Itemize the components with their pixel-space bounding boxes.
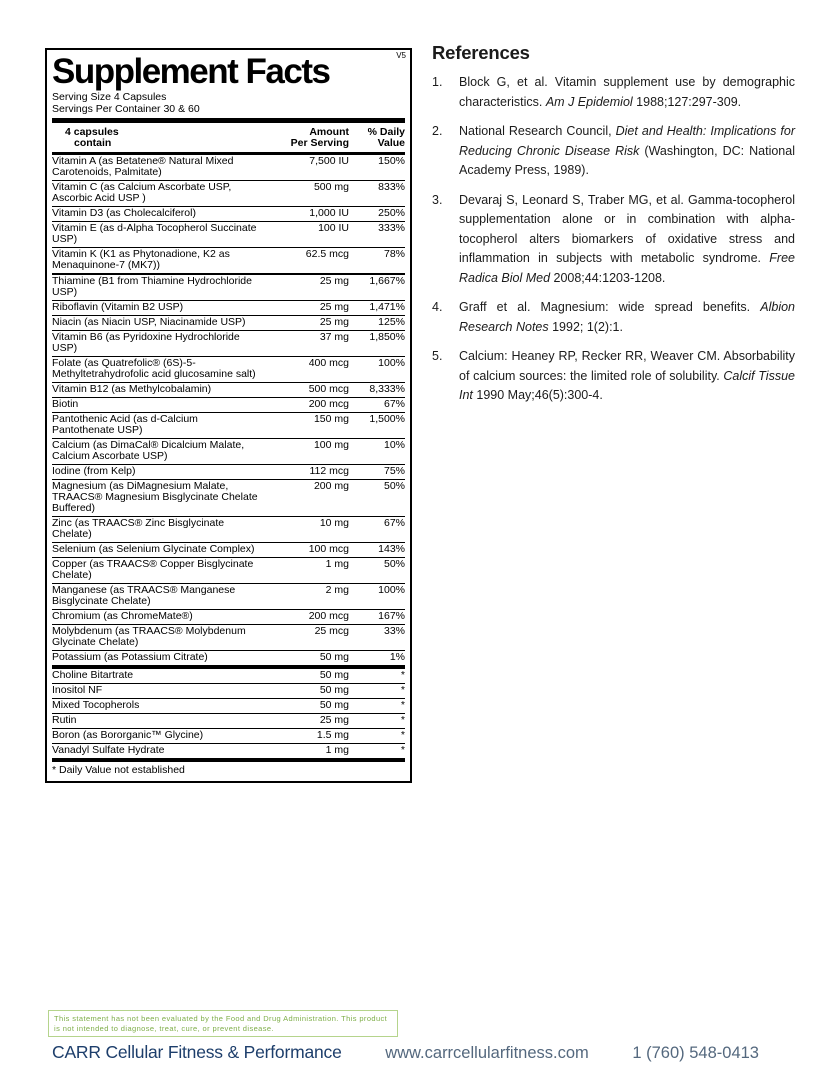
table-row (52, 273, 405, 300)
table-row (52, 206, 405, 221)
nutrient-amount: 25 mg (319, 275, 349, 287)
nutrient-name: Vitamin C (as Calcium Ascorbate USP, Ascorbic Acid USP ) (52, 181, 232, 204)
nutrient-amount: 100 mcg (308, 543, 349, 555)
nutrient-name: Vitamin D3 (as Cholecalciferol) (52, 207, 196, 219)
table-row (52, 713, 405, 728)
nutrient-name: Manganese (as TRAACS® Manganese Bisglycinate Chelate) (52, 584, 236, 607)
nutrient-amount: 10 mg (319, 517, 349, 529)
nutrient-daily-value: 1,500% (369, 413, 405, 425)
nutrient-amount: 2 mg (325, 584, 349, 596)
reference-text: National Research Council, Diet and Health: Implications for Reducing Chronic Disease Risk (Washington, DC: National Academy Press, 1989). (459, 124, 795, 177)
nutrient-name: Iodine (from Kelp) (52, 465, 136, 477)
reference-item (432, 191, 795, 289)
nutrient-daily-value: 75% (383, 465, 405, 477)
supplement-rows (52, 152, 405, 758)
nutrient-amount: 200 mg (313, 480, 349, 492)
nutrient-name: Vitamin B12 (as Methylcobalamin) (52, 383, 212, 395)
nutrient-amount: 7,500 IU (309, 155, 349, 167)
nutrient-name: Thiamine (B1 from Thiamine Hydrochloride USP) (52, 275, 252, 298)
nutrient-daily-value: * (400, 744, 405, 756)
nutrient-amount: 62.5 mcg (305, 248, 349, 260)
reference-text: Calcium: Heaney RP, Recker RR, Weaver CM. Absorbability of calcium sources: the limited role of solubility. Calcif Tissue Int 1990 May;46(5):300-4. (459, 349, 795, 402)
fda-disclaimer: This statement has not been evaluated by the Food and Drug Administration. This product is not intended to diagnose, treat, cure, or prevent disease. (48, 1010, 398, 1037)
table-row (52, 397, 405, 412)
table-row (52, 356, 405, 382)
table-row (52, 155, 405, 180)
label-version: V5 (396, 51, 406, 60)
table-row (52, 728, 405, 743)
reference-number: 4. (432, 300, 443, 314)
nutrient-amount: 500 mg (313, 181, 349, 193)
table-row (52, 180, 405, 206)
nutrient-name: Potassium (as Potassium Citrate) (52, 651, 208, 663)
nutrient-amount: 1 mg (325, 558, 349, 570)
nutrient-daily-value: 167% (378, 610, 405, 622)
nutrient-name: Vitamin A (as Betatene® Natural Mixed Carotenoids, Palmitate) (52, 155, 234, 178)
reference-number: 2. (432, 124, 443, 138)
table-row (52, 743, 405, 758)
nutrient-daily-value: 8,333% (369, 383, 405, 395)
nutrient-amount: 150 mg (313, 413, 349, 425)
nutrient-amount: 50 mg (319, 684, 349, 696)
table-row (52, 412, 405, 438)
nutrient-daily-value: 1,667% (369, 275, 405, 287)
supplement-facts-title: Supplement Facts (52, 52, 330, 91)
header-col-contain-line2: contain (74, 137, 112, 149)
references-title: References (432, 42, 530, 63)
reference-number: 5. (432, 349, 443, 363)
nutrient-amount: 25 mg (319, 316, 349, 328)
nutrient-daily-value: 333% (378, 222, 405, 234)
nutrient-name: Choline Bitartrate (52, 669, 134, 681)
references-list (432, 73, 795, 406)
references-section (432, 42, 795, 416)
nutrient-name: Copper (as TRAACS® Copper Bisglycinate Chelate) (52, 558, 254, 581)
nutrient-amount: 25 mg (319, 301, 349, 313)
reference-number: 1. (432, 75, 443, 89)
nutrient-name: Vitamin E (as d-Alpha Tocopherol Succinate USP) (52, 222, 257, 245)
nutrient-daily-value: * (400, 699, 405, 711)
table-row (52, 330, 405, 356)
table-row (52, 247, 405, 273)
nutrient-amount: 50 mg (319, 669, 349, 681)
table-row (52, 557, 405, 583)
brand-name: CARR Cellular Fitness & Performance (52, 1042, 342, 1062)
nutrient-name: Selenium (as Selenium Glycinate Complex) (52, 543, 255, 555)
nutrient-amount: 1,000 IU (309, 207, 349, 219)
website-url: www.carrcellularfitness.com (385, 1044, 589, 1062)
nutrient-amount: 1 mg (325, 744, 349, 756)
nutrient-daily-value: 50% (383, 558, 405, 570)
header-col-amount-line1: Amount (309, 126, 349, 138)
reference-text: Block G, et al. Vitamin supplement use by demographic characteristics. Am J Epidemiol 1988;127:297-309. (459, 75, 795, 109)
nutrient-daily-value: 833% (378, 181, 405, 193)
nutrient-amount: 200 mcg (308, 610, 349, 622)
nutrient-amount: 37 mg (319, 331, 349, 343)
table-row (52, 479, 405, 516)
nutrient-daily-value: * (400, 684, 405, 696)
nutrient-name: Rutin (52, 714, 77, 726)
nutrient-daily-value: 143% (378, 543, 405, 555)
header-col-dv-line2: Value (377, 137, 405, 149)
reference-number: 3. (432, 192, 443, 207)
nutrient-daily-value: 125% (378, 316, 405, 328)
nutrient-name: Vitamin K (K1 as Phytonadione, K2 as Menaquinone-7 (MK7)) (52, 248, 230, 271)
nutrient-name: Boron (as Bororganic™ Glycine) (52, 729, 204, 741)
nutrient-daily-value: 1,471% (369, 301, 405, 313)
nutrient-daily-value: * (400, 714, 405, 726)
reference-text: Devaraj S, Leonard S, Traber MG, et al. Gamma-tocopherol supplementation alone or in combination with alpha-tocopherol alters biomarkers of oxidative stress and inflammation in subjects with metabolic syndrome. Free Radica Biol Med 2008;44:1203-1208. (459, 192, 795, 285)
nutrient-amount: 100 IU (318, 222, 349, 234)
header-col-amount-line2: Per Serving (290, 137, 349, 149)
nutrient-daily-value: 10% (383, 439, 405, 451)
daily-value-footnote: * Daily Value not established (52, 758, 405, 778)
nutrient-daily-value: 150% (378, 155, 405, 167)
reference-item (432, 122, 795, 181)
table-row (52, 683, 405, 698)
nutrient-daily-value: 1% (389, 651, 405, 663)
header-col-dv-line1: % Daily (367, 126, 405, 138)
nutrient-amount: 200 mcg (308, 398, 349, 410)
table-row (52, 624, 405, 650)
nutrient-name: Magnesium (as DiMagnesium Malate, TRAACS® Magnesium Bisglycinate Chelate Buffered) (52, 480, 258, 514)
nutrient-daily-value: 100% (378, 357, 405, 369)
serving-size: Serving Size 4 Capsules (52, 91, 167, 103)
nutrient-name: Zinc (as TRAACS® Zinc Bisglycinate Chelate) (52, 517, 225, 540)
reference-text: Graff et al. Magnesium: wide spread benefits. Albion Research Notes 1992; 1(2):1. (459, 300, 795, 334)
nutrient-name: Vanadyl Sulfate Hydrate (52, 744, 165, 756)
nutrient-daily-value: 250% (378, 207, 405, 219)
table-row (52, 315, 405, 330)
servings-per-container: Servings Per Container 30 & 60 (52, 103, 200, 115)
reference-item (432, 347, 795, 406)
nutrient-daily-value: 78% (383, 248, 405, 260)
nutrient-amount: 25 mg (319, 714, 349, 726)
nutrient-amount: 100 mg (313, 439, 349, 451)
table-row (52, 665, 405, 683)
reference-item (432, 73, 795, 112)
nutrient-name: Inositol NF (52, 684, 103, 696)
table-row (52, 300, 405, 315)
supplement-facts-panel (45, 48, 412, 783)
table-row (52, 583, 405, 609)
footer-bar (52, 1042, 759, 1063)
table-row (52, 438, 405, 464)
nutrient-name: Mixed Tocopherols (52, 699, 140, 711)
nutrient-amount: 1.5 mg (316, 729, 349, 741)
nutrient-name: Molybdenum (as TRAACS® Molybdenum Glycinate Chelate) (52, 625, 246, 648)
nutrient-daily-value: 33% (383, 625, 405, 637)
reference-item (432, 298, 795, 337)
nutrient-amount: 50 mg (319, 699, 349, 711)
nutrient-name: Calcium (as DimaCal® Dicalcium Malate, Calcium Ascorbate USP) (52, 439, 245, 462)
nutrient-daily-value: 67% (383, 517, 405, 529)
nutrient-daily-value: 50% (383, 480, 405, 492)
table-row (52, 698, 405, 713)
table-row (52, 221, 405, 247)
nutrient-amount: 500 mcg (308, 383, 349, 395)
table-row (52, 609, 405, 624)
nutrient-name: Pantothenic Acid (as d-Calcium Pantothenate USP) (52, 413, 198, 436)
table-row (52, 382, 405, 397)
nutrient-name: Niacin (as Niacin USP, Niacinamide USP) (52, 316, 246, 328)
nutrient-amount: 50 mg (319, 651, 349, 663)
nutrient-daily-value: * (400, 729, 405, 741)
nutrient-name: Riboflavin (Vitamin B2 USP) (52, 301, 184, 313)
nutrient-name: Folate (as Quatrefolic® (6S)-5-Methyltetrahydrofolic acid glucosamine salt) (52, 357, 256, 380)
table-row (52, 464, 405, 479)
nutrient-name: Vitamin B6 (as Pyridoxine Hydrochloride USP) (52, 331, 240, 354)
nutrient-amount: 112 mcg (309, 465, 349, 477)
table-row (52, 516, 405, 542)
phone-number: 1 (760) 548-0413 (632, 1044, 759, 1062)
table-row (52, 650, 405, 665)
header-col-contain-line1: 4 capsules (65, 126, 119, 138)
nutrient-daily-value: * (400, 669, 405, 681)
nutrient-amount: 400 mcg (308, 357, 349, 369)
nutrient-name: Biotin (52, 398, 79, 410)
nutrient-amount: 25 mcg (314, 625, 349, 637)
nutrient-daily-value: 100% (378, 584, 405, 596)
nutrient-daily-value: 1,850% (369, 331, 405, 343)
table-row (52, 542, 405, 557)
nutrient-name: Chromium (as ChromeMate®) (52, 610, 193, 622)
nutrient-daily-value: 67% (383, 398, 405, 410)
table-header (52, 123, 405, 152)
